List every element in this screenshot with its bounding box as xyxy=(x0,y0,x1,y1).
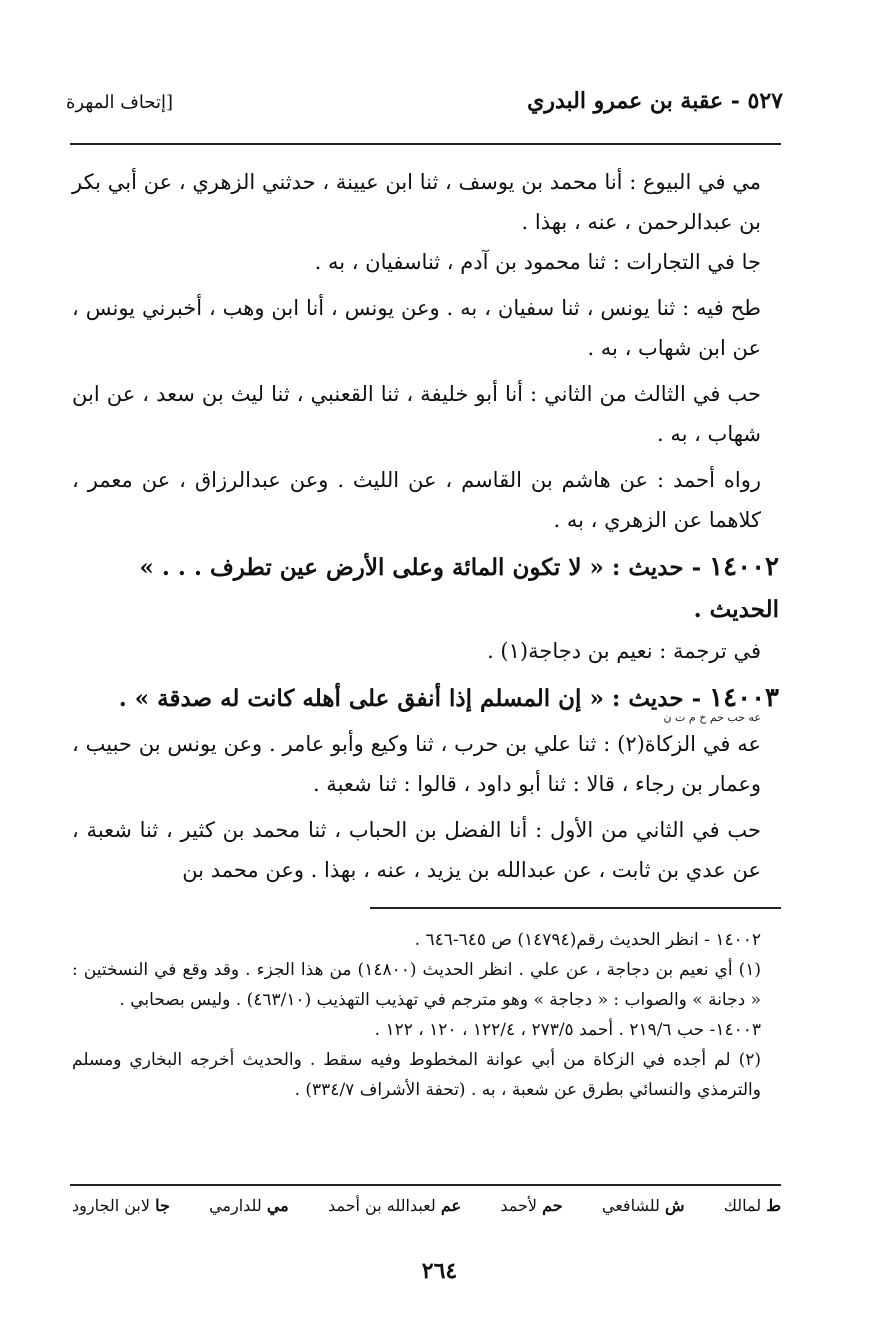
abbreviation-item: ط لمالك xyxy=(723,1196,781,1215)
footnote-rule xyxy=(370,907,781,909)
book-title: [إتحاف المهرة xyxy=(66,92,174,113)
abbreviation-item: عم لعبدالله بن أحمد xyxy=(327,1196,462,1215)
hadith-text: - حديث : « لا تكون المائة وعلى الأرض عين تطرف . . . » الحديث . xyxy=(139,554,779,623)
abbreviation-item: جا لابن الجارود xyxy=(72,1196,170,1215)
paragraph-ahmad: رواه أحمد : عن هاشم بن القاسم ، عن الليث . وعن عبدالرزاق ، عن معمر ، كلاهما عن الزهري ، به . xyxy=(72,468,761,532)
abbreviation-item: مي للدارمي xyxy=(209,1196,289,1215)
paragraph-darimi: مي في البيوع : أنا محمد بن يوسف ، ثنا ابن عيينة ، حدثني الزهري ، عن أبي بكر بن عبدالرحمن ، عنه ، بهذا . xyxy=(72,170,761,234)
paragraph-ibn-jarud: جا في التجارات : ثنا محمود بن آدم ، ثناسفيان ، به . xyxy=(314,250,761,274)
abbreviations-rule xyxy=(70,1184,781,1186)
chapter-title: ٥٢٧ - عقبة بن عمرو البدري xyxy=(527,88,783,114)
hadith-number: ١٤٠٠٢ xyxy=(709,552,779,582)
hadith-source-codes: عه حب حم خ م ت ن xyxy=(663,711,761,724)
page-number: ٢٦٤ xyxy=(421,1258,458,1284)
paragraph-tarjama: في ترجمة : نعيم بن دجاجة(١) . xyxy=(487,639,761,663)
footnote-2: (٢) لم أجده في الزكاة من أبي عوانة المخطوط وفيه سقط . والحديث أخرجه البخاري ومسلم والترمذي والنسائي بطرق عن شعبة ، به . (تحفة الأشراف ٣٣٤/٧) . xyxy=(72,1050,761,1100)
paragraph-tahawi: طح فيه : ثنا يونس ، ثنا سفيان ، به . وعن يونس ، أنا ابن وهب ، أخبرني يونس ، عن ابن شهاب ، به . xyxy=(72,296,761,360)
footnote-14003: ١٤٠٠٣- حب ٢١٩/٦ . أحمد ٢٧٣/٥ ، ١٢٢/٤ ، ١٢٠ ، ١٢٢ . xyxy=(374,1020,761,1040)
running-header xyxy=(66,88,783,128)
abbreviation-item: حم لأحمد xyxy=(500,1196,563,1215)
header-rule xyxy=(70,143,781,145)
paragraph-ibn-hibban: حب في الثالث من الثاني : أنا أبو خليفة ، ثنا القعنبي ، ثنا ليث بن سعد ، عن ابن شهاب ، به . xyxy=(72,382,761,446)
hadith-text: - حديث : « إن المسلم إذا أنفق على أهله كانت له صدقة » . xyxy=(118,685,702,712)
footnote-14002: ١٤٠٠٢ - انظر الحديث رقم(١٤٧٩٤) ص ٦٤٥-٦٤٦ . xyxy=(414,930,761,950)
abbreviation-item: ش للشافعي xyxy=(601,1196,685,1215)
footnotes xyxy=(72,925,779,1105)
footnote-1: (١) أي نعيم بن دجاجة ، عن علي . انظر الحديث (١٤٨٠٠) من هذا الجزء . وقد وقع في النسختين : « دجانة » والصواب : « دجاجة » وهو مترجم في تهذيب التهذيب (٤٦٣/١٠) . وليس بصحابي . xyxy=(72,960,762,1010)
main-text xyxy=(72,162,779,890)
hadith-heading-14002 xyxy=(72,546,779,631)
paragraph-ibn-hibban-2: حب في الثاني من الأول : أنا الفضل بن الحباب ، ثنا محمد بن كثير ، ثنا شعبة ، عن عدي بن ثابت ، عن عبدالله بن يزيد ، عنه ، بهذا . وعن محمد بن xyxy=(72,818,761,882)
hadith-number: ١٤٠٠٣ xyxy=(709,683,779,713)
paragraph-abu-awana: عه في الزكاة(٢) : ثنا علي بن حرب ، ثنا وكيع وأبو عامر . وعن يونس بن حبيب ، وعمار بن رجاء ، قالا : ثنا أبو داود ، قالوا : ثنا شعبة . xyxy=(72,732,762,796)
abbreviations-legend xyxy=(72,1196,781,1215)
